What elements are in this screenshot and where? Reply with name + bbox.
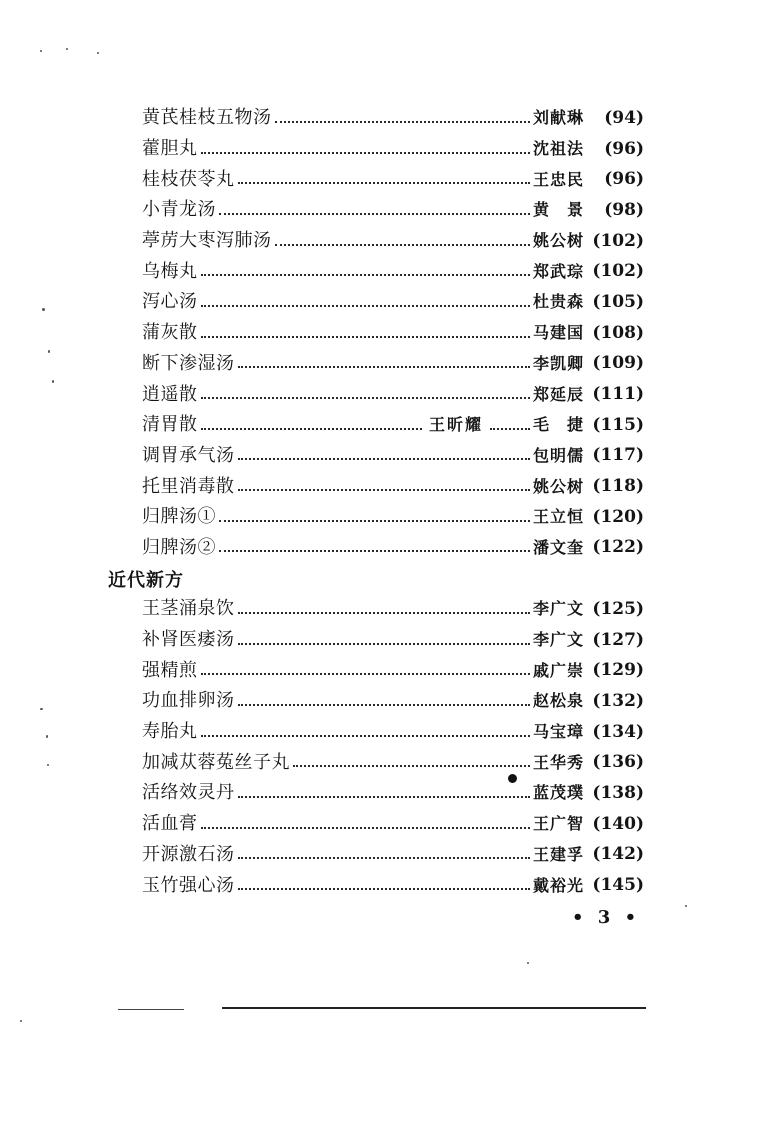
entry-author: 马宝璋: [532, 722, 584, 742]
dot-leader: [490, 427, 530, 430]
toc-group-classic: [108, 103, 644, 563]
dot-leader: [201, 396, 530, 399]
entry-page: (122): [592, 537, 644, 558]
entry-title: 活血膏: [142, 813, 198, 835]
toc-group-modern: [108, 594, 644, 901]
entry-author: 戴裕光: [532, 875, 584, 895]
toc-entry: [108, 840, 644, 871]
dot-leader: [238, 795, 530, 798]
entry-page: (96): [604, 138, 644, 159]
entry-author: 李凯卿: [532, 353, 584, 373]
entry-title: 蒲灰散: [142, 322, 198, 344]
entry-author: 王建孚: [532, 844, 584, 864]
scan-speck: [46, 735, 48, 738]
entry-page: (105): [592, 291, 644, 312]
scan-speck: [52, 380, 54, 383]
dot-leader: [219, 212, 530, 215]
toc-entry: [108, 164, 644, 195]
toc-entry: [108, 226, 644, 257]
entry-title: 强精煎: [142, 659, 198, 681]
entry-author: 王华秀: [532, 752, 584, 772]
entry-title: 藿胆丸: [142, 138, 198, 160]
scan-speck: [40, 708, 43, 710]
entry-author: 黄 景: [532, 200, 584, 220]
entry-title: 小青龙汤: [142, 199, 216, 221]
dot-leader: [201, 672, 530, 675]
dot-leader: [238, 887, 530, 890]
entry-page: (134): [592, 721, 644, 742]
scan-speck: [508, 774, 517, 783]
entry-page: (98): [604, 199, 644, 220]
dot-leader: [238, 703, 530, 706]
entry-author: 赵松泉: [532, 691, 584, 711]
entry-title: 黄芪桂枝五物汤: [142, 107, 272, 129]
entry-title: 葶苈大枣泻肺汤: [142, 230, 272, 252]
entry-author: 李广文: [532, 599, 584, 619]
toc-entry: [108, 717, 644, 748]
scan-speck: [20, 1020, 22, 1022]
dot-leader: [238, 856, 530, 859]
dot-leader: [293, 764, 530, 767]
entry-title: 归脾汤②: [142, 536, 216, 558]
scan-speck: [48, 350, 50, 353]
toc-entry: [108, 655, 644, 686]
entry-title: 托里消毒散: [142, 475, 235, 497]
entry-page: (111): [592, 384, 644, 405]
toc-entry: [108, 441, 644, 472]
dot-leader: [201, 304, 530, 307]
dot-leader: [238, 611, 530, 614]
toc-entry: [108, 778, 644, 809]
toc-entry: [108, 870, 644, 901]
entry-title: 乌梅丸: [142, 260, 198, 282]
toc-entry: [108, 502, 644, 533]
dot-leader: [201, 826, 530, 829]
footer-rule-long: [222, 1007, 646, 1009]
entry-title: 王茎涌泉饮: [142, 598, 235, 620]
toc-entry: [108, 318, 644, 349]
entry-page: (120): [592, 506, 644, 527]
entry-page: (140): [592, 813, 644, 834]
dot-leader: [201, 151, 530, 154]
dot-leader: [238, 365, 530, 368]
entry-author: 潘文奎: [532, 537, 584, 557]
entry-page: (142): [592, 844, 644, 865]
dot-leader: [275, 120, 530, 123]
entry-author: 毛 捷: [532, 415, 584, 435]
page-number: • 3 •: [572, 907, 641, 928]
entry-author: 刘献琳: [532, 108, 584, 128]
entry-author: 包明儒: [532, 445, 584, 465]
dot-leader: [201, 734, 530, 737]
entry-page: (129): [592, 660, 644, 681]
toc-entry: [108, 103, 644, 134]
entry-page: (132): [592, 690, 644, 711]
dot-leader: [219, 519, 530, 522]
entry-title: 断下渗湿汤: [142, 352, 235, 374]
entry-coauthor: 王昕耀: [428, 415, 483, 435]
toc-entry: [108, 625, 644, 656]
entry-page: (117): [592, 445, 644, 466]
toc-entry: [108, 379, 644, 410]
entry-title: 桂枝茯苓丸: [142, 168, 235, 190]
entry-page: (115): [592, 414, 644, 435]
entry-title: 归脾汤①: [142, 506, 216, 528]
entry-page: (108): [592, 322, 644, 343]
entry-title: 补肾医痿汤: [142, 629, 235, 651]
scan-speck: [42, 308, 45, 311]
scan-speck: [47, 764, 49, 766]
scan-speck: [97, 52, 99, 54]
toc-entry: [108, 594, 644, 625]
dot-leader: [238, 457, 530, 460]
dot-leader: [275, 243, 530, 246]
entry-title: 寿胎丸: [142, 721, 198, 743]
entry-author: 王立恒: [532, 507, 584, 527]
entry-page: (118): [592, 476, 644, 497]
dot-leader: [219, 549, 530, 552]
entry-page: (102): [592, 261, 644, 282]
entry-title: 活络效灵丹: [142, 782, 235, 804]
entry-author: 蓝茂璞: [532, 783, 584, 803]
entry-page: (109): [592, 353, 644, 374]
scan-speck: [66, 48, 68, 50]
toc-entry: [108, 809, 644, 840]
toc-entry: [108, 686, 644, 717]
section-heading: 近代新方: [108, 569, 184, 591]
dot-leader: [201, 335, 530, 338]
entry-page: (94): [604, 107, 644, 128]
entry-author: 杜贵森: [532, 292, 584, 312]
scan-speck: [527, 962, 529, 964]
entry-title: 开源激石汤: [142, 843, 235, 865]
toc-entry: [108, 287, 644, 318]
toc-entry: [108, 134, 644, 165]
footer-rule-short: [118, 1009, 184, 1010]
entry-page: (127): [592, 629, 644, 650]
scan-speck: [685, 905, 687, 907]
entry-title: 功血排卵汤: [142, 690, 235, 712]
entry-author: 姚公树: [532, 476, 584, 496]
entry-author: 马建国: [532, 323, 584, 343]
toc-entry: [108, 747, 644, 778]
entry-title: 加减苁蓉菟丝子丸: [142, 751, 290, 773]
table-of-contents: [108, 103, 644, 901]
entry-author: 沈祖法: [532, 139, 584, 159]
entry-title: 玉竹强心汤: [142, 874, 235, 896]
scan-speck: [40, 50, 42, 52]
entry-page: (96): [604, 169, 644, 190]
entry-title: 清胃散: [142, 414, 198, 436]
toc-entry: [108, 471, 644, 502]
entry-page: (145): [592, 875, 644, 896]
entry-author: 王忠民: [532, 169, 584, 189]
entry-page: (136): [592, 752, 644, 773]
toc-entry: [108, 256, 644, 287]
entry-author: 姚公树: [532, 231, 584, 251]
entry-author: 戚广崇: [532, 660, 584, 680]
entry-page: (102): [592, 230, 644, 251]
toc-entry: [108, 195, 644, 226]
dot-leader: [238, 642, 530, 645]
dot-leader: [238, 181, 530, 184]
toc-entry: [108, 349, 644, 380]
dot-leader: [238, 488, 530, 491]
entry-author: 李广文: [532, 630, 584, 650]
toc-entry: [108, 533, 644, 564]
entry-title: 调胃承气汤: [142, 444, 235, 466]
dot-leader: [201, 273, 530, 276]
entry-author: 郑延辰: [532, 384, 584, 404]
entry-title: 泻心汤: [142, 291, 198, 313]
entry-author: 王广智: [532, 814, 584, 834]
toc-entry: [108, 410, 644, 441]
entry-author: 郑武琮: [532, 261, 584, 281]
dot-leader: [201, 427, 422, 430]
entry-title: 逍遥散: [142, 383, 198, 405]
entry-page: (138): [592, 782, 644, 803]
entry-page: (125): [592, 598, 644, 619]
